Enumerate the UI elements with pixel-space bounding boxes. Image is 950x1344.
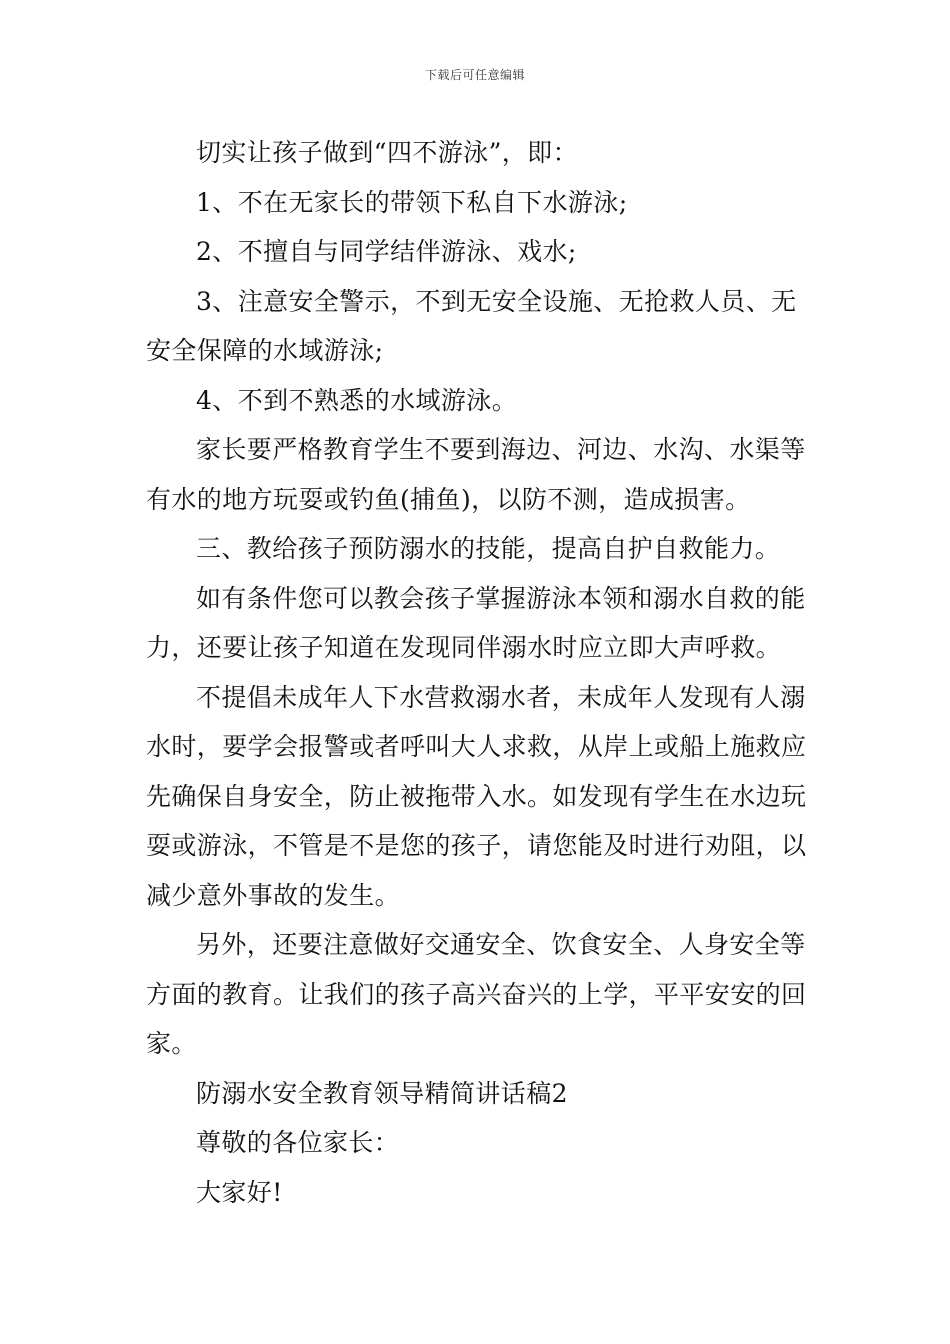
paragraph-rule-3: 3、注意安全警示，不到无安全设施、无抢救人员、无安全保障的水域游泳; <box>146 286 797 365</box>
paragraph-rule-4: 4、不到不熟悉的水域游泳。 <box>196 385 518 415</box>
paragraph-other-safety: 另外，还要注意做好交通安全、饮食安全、人身安全等方面的教育。让我们的孩子高兴奋兴的上学，平平安安的回家。 <box>146 930 807 1058</box>
paragraph-rescue-advice: 不提倡未成年人下水营救溺水者，未成年人发现有人溺水时，要学会报警或者呼叫大人求救，从岸上或船上施救应先确保自身安全，防止被拖带入水。如发现有学生在水边玩耍或游泳，不管是不是您的孩子，请您能及时进行劝阻，以减少意外事故的发生。 <box>146 682 807 910</box>
header-note: 下载后可任意编辑 <box>424 68 525 82</box>
paragraph-salutation: 尊敬的各位家长： <box>196 1128 400 1157</box>
paragraph-parents-education: 家长要严格教育学生不要到海边、河边、水沟、水渠等有水的地方玩耍或钓鱼(捕鱼)，以防不测，造成损害。 <box>146 435 806 514</box>
paragraph-four-rules-intro: 切实让孩子做到“四不游泳”，即： <box>196 138 578 167</box>
paragraph-speech-title-2: 防溺水安全教育领导精简讲话稿2 <box>196 1078 568 1108</box>
paragraph-rule-1: 1、不在无家长的带领下私自下水游泳; <box>196 187 628 217</box>
paragraph-greeting: 大家好! <box>196 1177 283 1207</box>
paragraph-section-three: 三、教给孩子预防溺水的技能，提高自护自救能力。 <box>196 534 781 563</box>
document-body <box>146 128 810 1217</box>
paragraph-swimming-skills: 如有条件您可以教会孩子掌握游泳本领和溺水自救的能力，还要让孩子知道在发现同伴溺水时应立即大声呼救。 <box>146 583 806 662</box>
paragraph-rule-2: 2、不擅自与同学结伴游泳、戏水; <box>196 237 577 266</box>
